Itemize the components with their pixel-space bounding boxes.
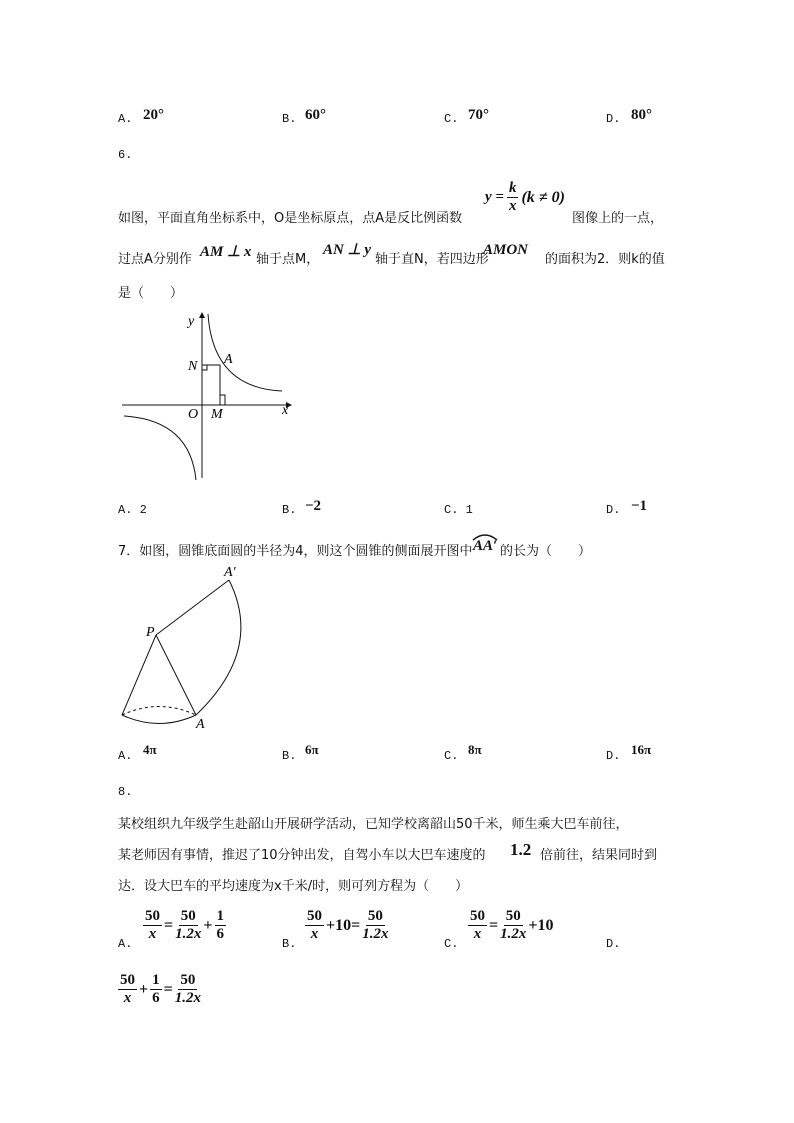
- label-a: A: [224, 352, 233, 367]
- q8-option-a-label: A.: [118, 937, 133, 951]
- fraction: [362, 908, 388, 943]
- base-back-dashed: [122, 707, 196, 716]
- fraction: [500, 908, 526, 943]
- q6-am: AM ⊥ x: [200, 244, 252, 260]
- q8-option-d-equation: [118, 972, 201, 1007]
- q6-line2-c: 轴于直N，若四边形: [375, 252, 489, 267]
- q8-line2-post: 倍前往，结果同时到: [540, 848, 658, 863]
- q8-option-c-equation: [468, 908, 554, 943]
- q8-option-b-equation: [305, 908, 388, 943]
- label-y: y: [188, 314, 195, 329]
- denominator: x: [148, 926, 157, 942]
- q5-option-a-value: 20°: [143, 107, 164, 123]
- q8-line2-pre: 某老师因有事情，推迟了10分钟出发，自驾小车以大巴车速度的: [118, 848, 486, 863]
- formula-condition: (k ≠ 0): [521, 188, 565, 206]
- numerator: 50: [180, 972, 196, 988]
- fraction: [215, 908, 227, 943]
- q7-option-d-value: 16π: [631, 742, 652, 757]
- q6-line1-post: 图像上的一点，: [572, 211, 664, 226]
- numerator: 50: [367, 908, 383, 924]
- q5-option-d-label: D.: [606, 112, 621, 126]
- fraction: [175, 972, 201, 1007]
- denominator: x: [310, 926, 319, 942]
- q5-option-d-value: 80°: [631, 107, 652, 123]
- q6-line1-pre: 如图，平面直角坐标系中，O是坐标原点，点A是反比例函数: [118, 211, 463, 226]
- denominator: 1.2x: [174, 990, 201, 1006]
- q8-option-b-label: B.: [282, 937, 297, 951]
- q7-option-b-value: 6π: [305, 742, 319, 757]
- hyperbola-branch-1: [208, 314, 282, 391]
- denominator: x: [123, 990, 132, 1006]
- option-label: A.: [118, 503, 133, 517]
- generatrix-pa-prime: [156, 580, 229, 635]
- operator: =: [489, 916, 499, 934]
- q7-arc-label: [473, 538, 497, 555]
- q7-text-pre: 7．如图，圆锥底面圆的半径为4，则这个圆锥的侧面展开图中: [118, 544, 473, 559]
- option-label: C.: [444, 503, 459, 517]
- q7-option-b-label: B.: [282, 749, 297, 763]
- option-value: 2: [139, 503, 147, 517]
- fraction: [175, 908, 201, 943]
- q7-text-post: 的长为（ ）: [500, 544, 592, 559]
- denominator: 1.2x: [500, 926, 527, 942]
- fraction: [150, 972, 162, 1007]
- q6-line2-d: 的面积为2．则k的值: [545, 252, 665, 267]
- numerator: 1: [152, 972, 160, 988]
- q8-option-a-equation: [143, 908, 226, 943]
- formula-fraction: [507, 180, 519, 215]
- label-a-prime: A′: [224, 565, 236, 580]
- q8-factor: 1.2: [510, 840, 532, 859]
- denominator: 6: [216, 926, 224, 942]
- q6-an: AN ⊥ y: [323, 242, 372, 258]
- operator: =: [163, 980, 173, 998]
- q6-option-d-label: D.: [606, 503, 621, 517]
- base-front: [122, 715, 196, 724]
- q7-option-a-label: A.: [118, 749, 133, 763]
- numerator: 50: [307, 908, 322, 924]
- operator: =: [164, 916, 174, 934]
- label-m: M: [211, 407, 223, 422]
- y-axis-arrow-icon: [199, 312, 205, 318]
- fraction: [118, 972, 137, 1007]
- q5-option-b-value: 60°: [305, 107, 326, 123]
- denominator: x: [508, 198, 517, 214]
- arc-text: AA′: [473, 538, 498, 554]
- operator: +: [203, 916, 213, 934]
- right-angle-m: [220, 395, 225, 405]
- q7-option-a-value: 4π: [143, 742, 157, 757]
- denominator: 6: [152, 990, 160, 1006]
- q8-option-d-label: D.: [606, 937, 621, 951]
- cone-right-edge: [156, 635, 196, 715]
- hyperbola-branch-2: [124, 416, 196, 480]
- q5-option-a-label: A.: [118, 112, 133, 126]
- label-p: P: [146, 625, 155, 640]
- label-a: A: [196, 717, 205, 732]
- arc-symbol-icon: [472, 533, 498, 541]
- denominator: x: [473, 926, 482, 942]
- q6-option-c: [444, 503, 473, 517]
- q5-option-b-label: B.: [282, 112, 297, 126]
- formula-lhs: y =: [485, 189, 504, 205]
- numerator: k: [508, 180, 517, 196]
- fraction: [305, 908, 324, 943]
- q7-option-c-value: 8π: [468, 742, 482, 757]
- numerator: 50: [145, 908, 160, 924]
- numerator: 50: [505, 908, 521, 924]
- rectangle-amon: [202, 365, 220, 405]
- fraction: [468, 908, 487, 943]
- q8-option-c-label: C.: [444, 937, 459, 951]
- operator: +: [139, 980, 149, 998]
- label-o: O: [188, 407, 199, 422]
- q6-line3: 是（ ）: [118, 286, 184, 301]
- label-n: N: [188, 359, 198, 374]
- q5-option-c-label: C.: [444, 112, 459, 126]
- q6-option-d-value: −1: [631, 498, 648, 514]
- q6-hyperbola-figure: [118, 308, 298, 483]
- option-value: 1: [465, 503, 473, 517]
- q6-amon: AMON: [483, 242, 529, 258]
- q6-option-b-value: −2: [305, 498, 322, 514]
- denominator: 1.2x: [175, 926, 202, 942]
- fraction: [143, 908, 162, 943]
- label-x: x: [282, 403, 289, 418]
- operator: +10: [528, 916, 554, 934]
- numerator: 1: [216, 908, 224, 924]
- q8-line1: 某校组织九年级学生赴韶山开展研学活动，已知学校离韶山50千米，师生乘大巴车前往，: [118, 817, 629, 832]
- numerator: 50: [180, 908, 196, 924]
- q7-option-d-label: D.: [606, 749, 621, 763]
- q6-line2-b: 轴于点M，: [256, 252, 320, 267]
- q6-formula: [485, 180, 565, 215]
- q6-number: 6.: [118, 148, 133, 162]
- cone-left-edge: [122, 635, 156, 715]
- q7-option-c-label: C.: [444, 749, 459, 763]
- q7-cone-figure: [114, 560, 264, 735]
- operator: +10=: [326, 916, 361, 934]
- denominator: 1.2x: [362, 926, 389, 942]
- numerator: 50: [120, 972, 135, 988]
- numerator: 50: [470, 908, 485, 924]
- q6-option-b-label: B.: [282, 503, 297, 517]
- q6-option-a: [118, 503, 147, 517]
- q5-option-c-value: 70°: [468, 107, 489, 123]
- q8-number: 8.: [118, 785, 133, 799]
- q6-line2-a: 过点A分别作: [118, 252, 192, 267]
- right-angle-n: [202, 365, 207, 370]
- q8-line3: 达．设大巴车的平均速度为x千米/时，则可列方程为（ ）: [118, 879, 469, 894]
